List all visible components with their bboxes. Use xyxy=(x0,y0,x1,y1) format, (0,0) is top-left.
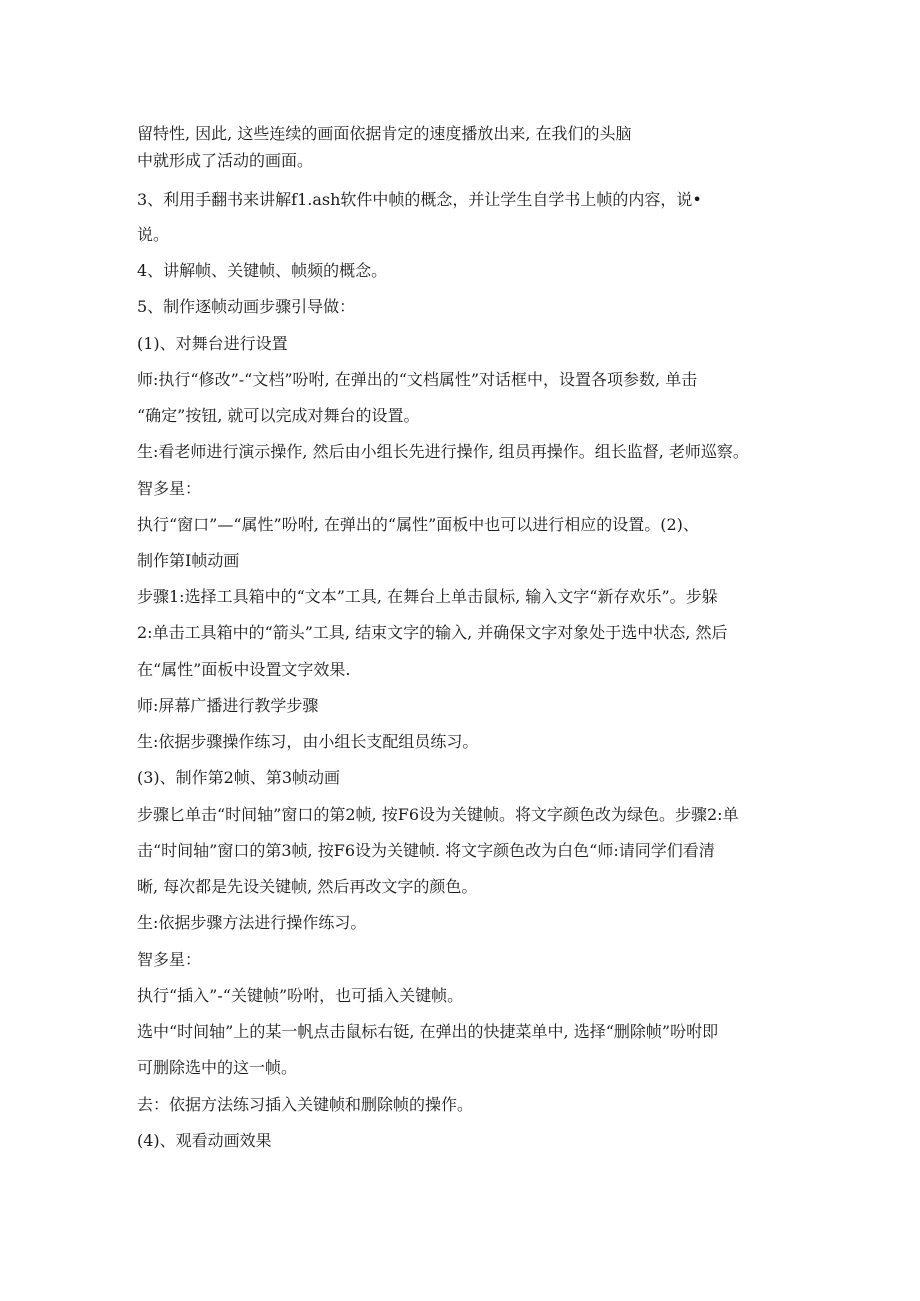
text-line: 2:单击工具箱中的“箭头”工具, 结束文字的输入, 并确保文字对象处于选中状态, 然后 xyxy=(137,623,728,642)
text-line: 晰, 每次都是先设关键帧, 然后再改文字的颜色。 xyxy=(137,877,478,896)
text-line: 生:依据步骤操作练习，由小组长支配组员练习。 xyxy=(137,732,479,751)
text-line: 步骤1:选择工具箱中的“文本”工具, 在舞台上单击鼠标, 输入文字“新存欢乐”。步躲 xyxy=(137,587,718,606)
text-line: 师:执行“修改”-“文档”吩咐, 在弹出的“文档属性”对话框中，设置各项参数, 单击 xyxy=(137,370,698,389)
text-line: 师:屏幕广播进行教学步骤 xyxy=(137,696,319,715)
text-line: 3、利用手翻书来讲解f1.ash软件中帧的概念，并让学生自学书上帧的内容，说• xyxy=(137,190,702,209)
text-line: “确定”按钮, 就可以完成对舞台的设置。 xyxy=(137,406,420,425)
text-line: 执行“窗口”—“属性”吩咐, 在弹出的“属性”面板中也可以进行相应的设置。(2)、 xyxy=(137,515,699,534)
section-heading: 制作第I帧动画 xyxy=(137,551,240,570)
text-line: 执行“插入”-“关键帧”吩咐，也可插入关键帧。 xyxy=(137,986,464,1005)
text-line: 去：依据方法练习插入关键帧和删除帧的操作。 xyxy=(137,1095,474,1114)
text-line: 选中“时间轴”上的某一帆点击鼠标右铤, 在弹出的快捷菜单中, 选择“删除帧”吩咐即 xyxy=(137,1022,719,1041)
text-line: 4、讲解帧、关键帧、帧频的概念。 xyxy=(137,261,388,280)
section-heading: (1)、对舞台进行设置 xyxy=(137,334,288,353)
text-line: 中就形成了活动的画面。 xyxy=(137,151,314,170)
text-line: 在“属性”面板中设置文字效果. xyxy=(137,660,351,679)
text-line: 步骤匕单击“时间轴”窗口的第2帧, 按F6设为关键帧。将文字颜色改为绿色。步骤2:单 xyxy=(137,805,739,824)
text-line: 留特性, 因此, 这些连续的画面依据肯定的速度播放出来, 在我们的头脑 xyxy=(137,124,632,143)
text-line: 说。 xyxy=(137,225,170,244)
text-line: 5、制作逐帧动画步骤引导做： xyxy=(137,297,356,316)
text-line: 可删除选中的这一帧。 xyxy=(137,1058,298,1077)
section-heading: (4)、观看动画效果 xyxy=(137,1131,272,1150)
section-heading: (3)、制作第2帧、第3帧动画 xyxy=(137,768,341,787)
text-line: 击“时间轴”窗口的第3帧, 按F6设为关键帧. 将文字颜色改为白色“师:请同学们看清 xyxy=(137,841,715,860)
text-line: 生:依据步骤方法进行操作练习。 xyxy=(137,913,367,932)
text-line: 智多星： xyxy=(137,479,202,498)
text-line: 智多星： xyxy=(137,950,202,969)
text-line: 生:看老师进行演示操作, 然后由小组长先进行操作, 组员再操作。组长监督, 老师巡察。 xyxy=(137,442,749,461)
